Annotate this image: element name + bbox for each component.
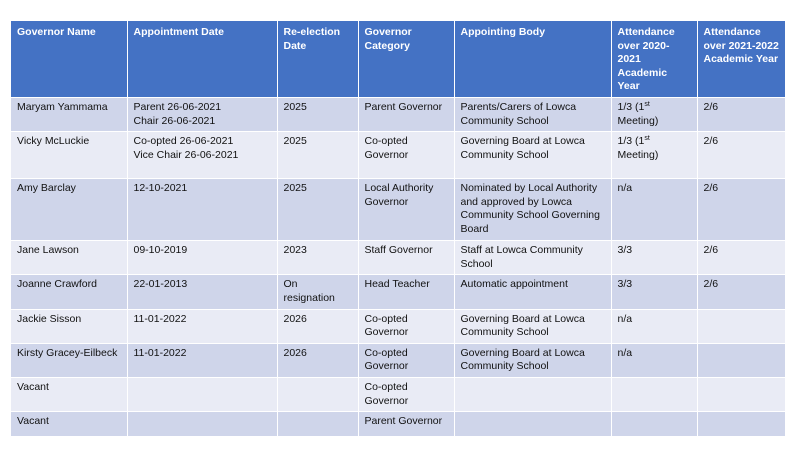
- governor-category: Staff Governor: [358, 241, 454, 275]
- reelection-date: 2026: [277, 343, 358, 377]
- attendance-2021-2022: [697, 309, 785, 343]
- appointment-date-line: Parent 26-06-2021: [133, 100, 222, 113]
- attendance-2021-2022: 2/6: [697, 179, 785, 241]
- attendance-2020-2021: 3/3: [611, 241, 697, 275]
- appointment-date-line: Vice Chair 26-06-2021: [133, 148, 239, 161]
- governor-category: Parent Governor: [358, 412, 454, 436]
- appointing-body: Governing Board at Lowca Community School: [454, 343, 611, 377]
- table-row: [11, 97, 785, 131]
- appointment-date: 11-01-2022: [127, 309, 277, 343]
- governor-category: Co-opted Governor: [358, 132, 454, 179]
- governor-category: Co-opted Governor: [358, 309, 454, 343]
- attendance-2020-2021: [611, 412, 697, 436]
- attendance-note: Meeting): [617, 148, 659, 161]
- reelection-date: 2025: [277, 132, 358, 179]
- governor-category: Co-opted Governor: [358, 343, 454, 377]
- attendance-2020-2021: [611, 132, 697, 179]
- appointment-date-line: Chair 26-06-2021: [133, 114, 216, 127]
- governor-name: Amy Barclay: [11, 179, 127, 241]
- attendance-value: 1/3 (1: [617, 135, 645, 148]
- appointing-body: Automatic appointment: [454, 275, 611, 309]
- attendance-value: 1/3 (1: [617, 100, 645, 113]
- governors-table: [11, 20, 785, 436]
- table-row: [11, 343, 785, 377]
- header-appointing-body: Appointing Body: [454, 21, 611, 98]
- table-row: [11, 132, 785, 179]
- appointing-body: Staff at Lowca Community School: [454, 241, 611, 275]
- governor-name: Maryam Yammama: [11, 97, 127, 131]
- reelection-date: 2023: [277, 241, 358, 275]
- attendance-2021-2022: 2/6: [697, 97, 785, 131]
- attendance-ordinal: st: [644, 100, 650, 108]
- appointment-date: 11-01-2022: [127, 343, 277, 377]
- attendance-2021-2022: [697, 343, 785, 377]
- governor-name: Joanne Crawford: [11, 275, 127, 309]
- governor-name: Jackie Sisson: [11, 309, 127, 343]
- appointing-body: Governing Board at Lowca Community School: [454, 132, 611, 179]
- attendance-2020-2021: n/a: [611, 309, 697, 343]
- header-attendance-2021-2022: Attendance over 2021-2022 Academic Year: [697, 21, 785, 98]
- governor-category: Parent Governor: [358, 97, 454, 131]
- appointment-date: [127, 97, 277, 131]
- governor-name: Kirsty Gracey-Eilbeck: [11, 343, 127, 377]
- reelection-date: [277, 412, 358, 436]
- attendance-2020-2021: n/a: [611, 179, 697, 241]
- appointment-date: [127, 377, 277, 411]
- appointing-body: Parents/Carers of Lowca Community School: [454, 97, 611, 131]
- reelection-date: [277, 377, 358, 411]
- governor-category: Head Teacher: [358, 275, 454, 309]
- governor-category: Co-opted Governor: [358, 377, 454, 411]
- governor-name: Vacant: [11, 412, 127, 436]
- table-row: [11, 309, 785, 343]
- attendance-2021-2022: [697, 412, 785, 436]
- attendance-2020-2021: n/a: [611, 343, 697, 377]
- header-row: [11, 21, 785, 98]
- appointing-body: [454, 412, 611, 436]
- table-row: [11, 179, 785, 241]
- table-row: [11, 412, 785, 436]
- attendance-2021-2022: 2/6: [697, 275, 785, 309]
- attendance-2021-2022: 2/6: [697, 241, 785, 275]
- attendance-ordinal: st: [644, 135, 650, 143]
- attendance-2021-2022: 2/6: [697, 132, 785, 179]
- governor-name: Vicky McLuckie: [11, 132, 127, 179]
- governor-name: Jane Lawson: [11, 241, 127, 275]
- appointment-date: [127, 132, 277, 179]
- appointment-date: 09-10-2019: [127, 241, 277, 275]
- attendance-2020-2021: 3/3: [611, 275, 697, 309]
- reelection-date: 2026: [277, 309, 358, 343]
- header-attendance-2020-2021: Attendance over 2020-2021 Academic Year: [611, 21, 697, 98]
- appointing-body: [454, 377, 611, 411]
- header-governor-name: Governor Name: [11, 21, 127, 98]
- header-reelection-date: Re-election Date: [277, 21, 358, 98]
- header-governor-category: Governor Category: [358, 21, 454, 98]
- reelection-date: On resignation: [277, 275, 358, 309]
- appointing-body: Nominated by Local Authority and approved by Lowca Community School Governing Board: [454, 179, 611, 241]
- appointing-body: Governing Board at Lowca Community School: [454, 309, 611, 343]
- attendance-2020-2021: [611, 377, 697, 411]
- governor-category: Local Authority Governor: [358, 179, 454, 241]
- attendance-note: Meeting): [617, 114, 659, 127]
- attendance-2020-2021: [611, 97, 697, 131]
- appointment-date: [127, 412, 277, 436]
- reelection-date: 2025: [277, 97, 358, 131]
- table-row: [11, 241, 785, 275]
- attendance-2021-2022: [697, 377, 785, 411]
- reelection-date: 2025: [277, 179, 358, 241]
- governor-name: Vacant: [11, 377, 127, 411]
- appointment-date: 12-10-2021: [127, 179, 277, 241]
- table-row: [11, 275, 785, 309]
- table-row: [11, 377, 785, 411]
- appointment-date: 22-01-2013: [127, 275, 277, 309]
- header-appointment-date: Appointment Date: [127, 21, 277, 98]
- appointment-date-line: Co-opted 26-06-2021: [133, 135, 234, 148]
